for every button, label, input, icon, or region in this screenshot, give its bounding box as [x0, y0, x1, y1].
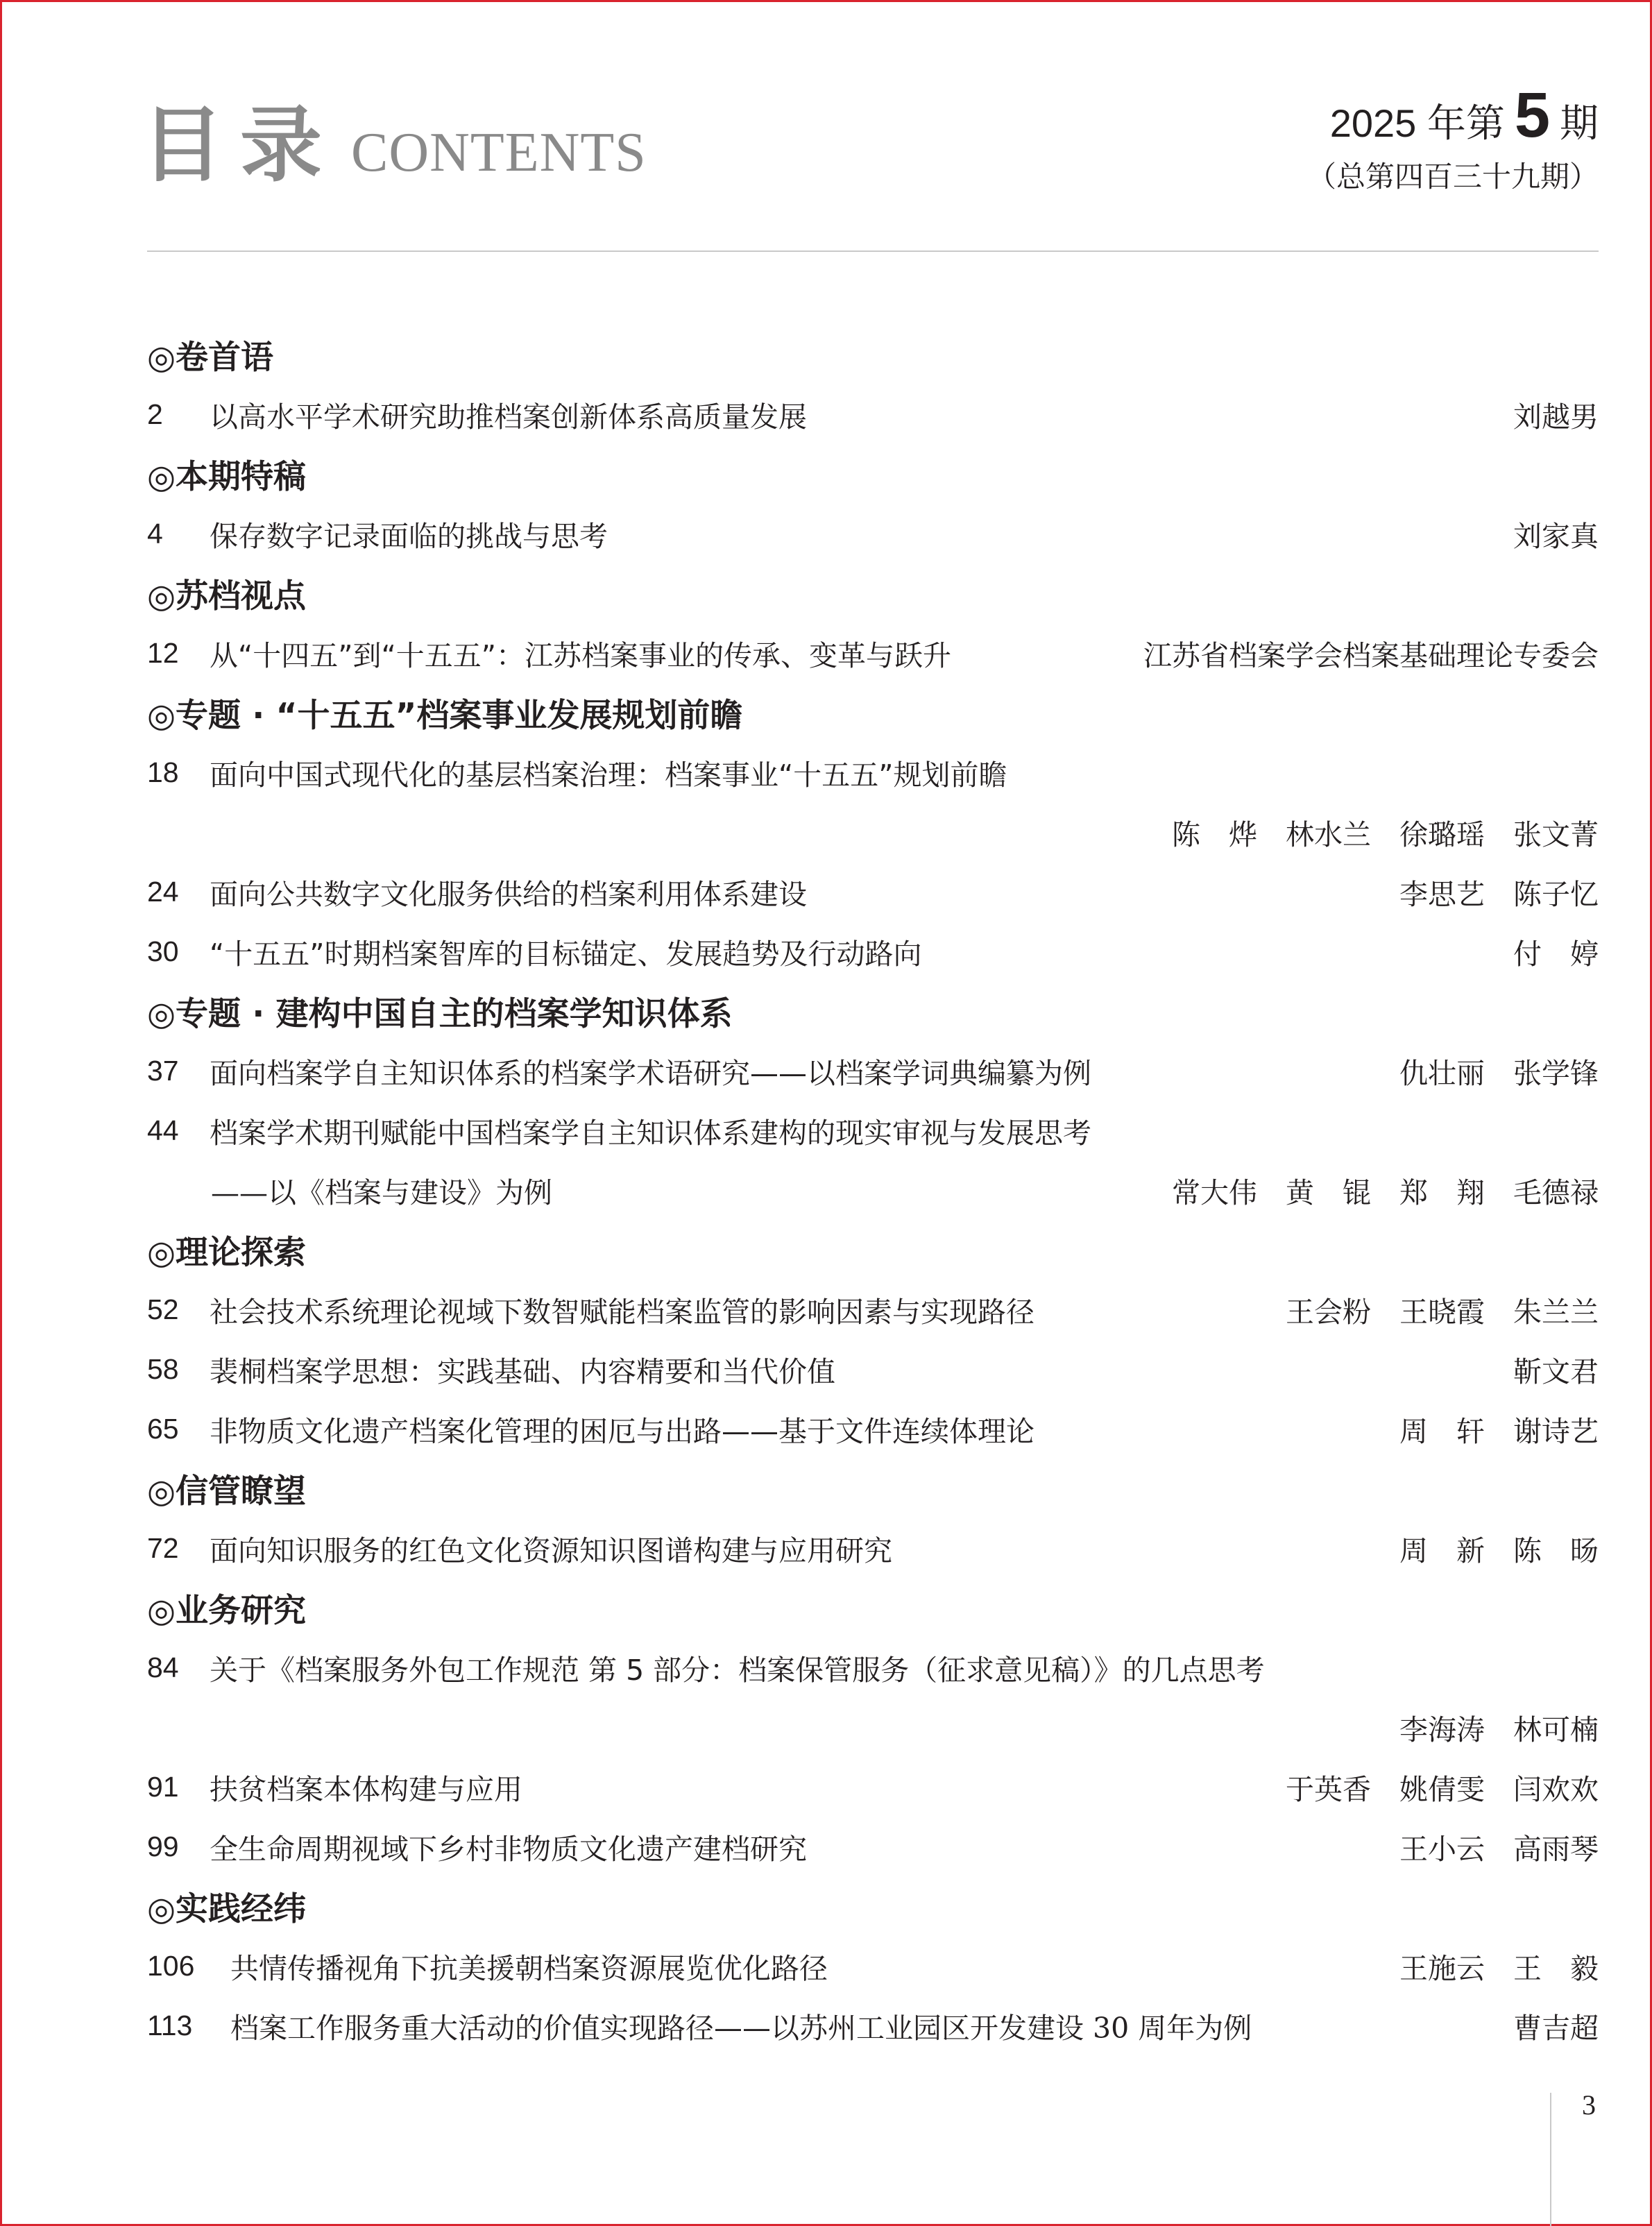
toc-article-title: 面向档案学自主知识体系的档案学术语研究—— [210, 1056, 807, 1090]
toc-article-subtitle: 基于文件连续体理论 [778, 1414, 1034, 1448]
toc-page-number: 65 [147, 1412, 179, 1445]
toc-entry-left [147, 1289, 1034, 1330]
toc-entry[interactable] [147, 1280, 1599, 1339]
page-number: 3 [1582, 2089, 1596, 2121]
toc-authors-line [147, 802, 1599, 862]
toc-article-title: 社会技术系统理论视域下数智赋能档案监管的影响因素与实现路径 [210, 1295, 1034, 1329]
toc-article-subtitle: ——以《档案与建设》为例 [211, 1175, 552, 1209]
toc-entry-left [147, 633, 951, 674]
toc-entry[interactable] [147, 1101, 1599, 1160]
toc-article-title: 面向公共数字文化服务供给的档案利用体系建设 [210, 877, 807, 911]
section-heading: ◎信管瞭望 [147, 1472, 307, 1511]
toc-authors: 周 新 陈 旸 [1399, 1533, 1599, 1567]
toc-entry-left [147, 1349, 835, 1390]
toc-authors: 刘越男 [1513, 400, 1599, 434]
toc-article-title: 裴桐档案学思想：实践基础、内容精要和当代价值 [210, 1354, 835, 1388]
toc-page-number: 99 [147, 1830, 179, 1862]
toc-entry-left [147, 1647, 1265, 1688]
toc-entry-left [147, 752, 1007, 793]
toc-entry[interactable] [147, 921, 1599, 981]
folio-divider [1550, 2093, 1551, 2226]
toc-article-title: “十五五”时期档案智库的目标锚定、发展趋势及行动路向 [210, 937, 922, 971]
toc-entry[interactable] [147, 1757, 1599, 1817]
issue-suffix: 期 [1560, 101, 1599, 145]
toc-entry[interactable] [147, 1041, 1599, 1101]
toc-authors: 靳文君 [1513, 1354, 1599, 1388]
toc-authors: 曹吉超 [1513, 2011, 1599, 2045]
toc-authors: 刘家真 [1513, 519, 1599, 553]
toc-entry-left [147, 931, 921, 972]
toc-page-number: 18 [147, 756, 179, 788]
toc-entry-left [147, 513, 608, 554]
toc-article-title: 保存数字记录面临的挑战与思考 [210, 519, 608, 553]
section-heading: ◎专题 · “十五五”档案事业发展规划前瞻 [147, 696, 743, 735]
toc-article-title: 共情传播视角下抗美援朝档案资源展览优化路径 [230, 1951, 828, 1985]
section-heading: ◎业务研究 [147, 1591, 307, 1630]
toc-entry-left [147, 872, 807, 912]
contents-title-en: CONTENTS [351, 122, 647, 183]
toc-article-title: 以高水平学术研究助推档案创新体系高质量发展 [210, 400, 807, 434]
toc-entry-left [147, 2005, 1252, 2046]
toc-entry[interactable] [147, 1996, 1599, 2055]
toc-entry[interactable] [147, 742, 1599, 802]
section-heading: ◎本期特稿 [147, 457, 307, 496]
toc-page-number: 113 [147, 2009, 193, 2041]
header-divider [147, 250, 1599, 252]
toc-entry-left [147, 394, 807, 435]
toc-page-number: 12 [147, 636, 179, 669]
toc-article-subtitle: 以档案学词典编纂为例 [807, 1056, 1091, 1090]
toc-authors: 王小云 高雨琴 [1399, 1832, 1599, 1866]
toc-page-number: 84 [147, 1651, 179, 1683]
toc-page-number: 30 [147, 935, 179, 967]
toc-page-number: 44 [147, 1114, 179, 1146]
toc-subtitle-line [147, 1160, 1599, 1220]
toc-page-number: 37 [147, 1054, 179, 1087]
toc-page-number: 58 [147, 1352, 179, 1385]
section-heading: ◎理论探索 [147, 1233, 307, 1272]
issue-total: （总第四百三十九期） [1306, 160, 1599, 194]
toc-entry[interactable] [147, 623, 1599, 683]
toc-authors: 李思艺 陈子忆 [1399, 877, 1599, 911]
toc-authors: 陈 烨 林水兰 徐璐瑶 张文菁 [1172, 817, 1599, 851]
toc-authors: 仇壮丽 张学锋 [1399, 1056, 1599, 1090]
toc-page-number: 2 [147, 398, 163, 430]
toc-article-title: 从“十四五”到“十五五”：江苏档案事业的传承、变革与跃升 [210, 638, 951, 672]
toc-article-title: 扶贫档案本体构建与应用 [210, 1772, 522, 1806]
toc-entry-left [147, 1528, 892, 1569]
toc-entry[interactable] [147, 1518, 1599, 1578]
toc-article-title: 档案学术期刊赋能中国档案学自主知识体系建构的现实审视与发展思考 [210, 1116, 1091, 1150]
toc-article-title: 全生命周期视域下乡村非物质文化遗产建档研究 [210, 1832, 807, 1866]
toc-authors: 于英香 姚倩雯 闫欢欢 [1286, 1772, 1599, 1806]
toc-entry[interactable] [147, 862, 1599, 921]
issue-number: 5 [1514, 80, 1550, 151]
toc-authors: 周 轩 谢诗艺 [1399, 1414, 1599, 1448]
issue-label [1329, 80, 1599, 151]
toc-page-number: 106 [147, 1949, 195, 1982]
toc-article-title: 非物质文化遗产档案化管理的困厄与出路—— [210, 1414, 778, 1448]
contents-title-cn: 目录 [142, 97, 339, 193]
toc-authors: 付 婷 [1513, 937, 1599, 971]
toc-entry[interactable] [147, 1936, 1599, 1996]
toc-authors: 王施云 王 毅 [1399, 1951, 1599, 1985]
toc-entry[interactable] [147, 1638, 1599, 1697]
toc-entry[interactable] [147, 1399, 1599, 1459]
toc-entry[interactable] [147, 1339, 1599, 1399]
section-heading: ◎卷首语 [147, 338, 274, 377]
toc-entry-left [147, 1767, 522, 1808]
toc-page-number: 52 [147, 1293, 179, 1325]
toc-entry-left [147, 1946, 828, 1987]
toc-entry[interactable] [147, 1817, 1599, 1876]
table-of-contents [147, 325, 1599, 2055]
toc-authors: 李海涛 林可楠 [1399, 1713, 1599, 1747]
section-heading: ◎实践经纬 [147, 1889, 307, 1928]
section-heading: ◎专题 · 建构中国自主的档案学知识体系 [147, 994, 733, 1033]
toc-entry[interactable] [147, 504, 1599, 563]
toc-entry-left [147, 1110, 1091, 1151]
toc-page-number: 24 [147, 875, 179, 908]
toc-entry[interactable] [147, 384, 1599, 444]
toc-article-title: 关于《档案服务外包工作规范 第 5 部分：档案保管服务（征求意见稿）》的几点思考 [210, 1653, 1265, 1687]
toc-entry-left [147, 1826, 807, 1867]
toc-authors: 江苏省档案学会档案基础理论专委会 [1143, 638, 1599, 672]
toc-article-subtitle: 以苏州工业园区开发建设 30 周年为例 [771, 2011, 1252, 2045]
toc-article-title: 面向中国式现代化的基层档案治理：档案事业“十五五”规划前瞻 [210, 758, 1007, 792]
toc-entry-left [147, 1409, 1034, 1450]
issue-year-prefix: 2025 年第 [1329, 101, 1505, 145]
toc-article-title: 档案工作服务重大活动的价值实现路径—— [230, 2011, 771, 2045]
toc-authors-line [147, 1697, 1599, 1757]
toc-page-number: 91 [147, 1770, 179, 1803]
toc-entry-left [147, 1051, 1091, 1091]
toc-authors: 王会粉 王晓霞 朱兰兰 [1286, 1295, 1599, 1329]
toc-page-number: 72 [147, 1531, 179, 1564]
toc-article-title: 面向知识服务的红色文化资源知识图谱构建与应用研究 [210, 1533, 892, 1567]
toc-authors: 常大伟 黄 锟 郑 翔 毛德禄 [1172, 1175, 1599, 1209]
section-heading: ◎苏档视点 [147, 577, 307, 615]
toc-page-number: 4 [147, 517, 163, 550]
